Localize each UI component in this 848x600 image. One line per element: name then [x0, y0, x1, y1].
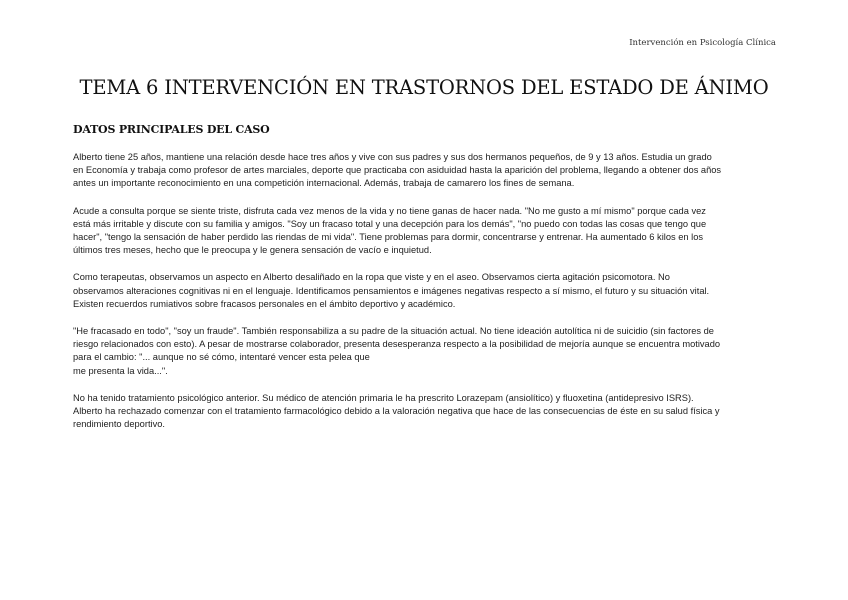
text-line: me presenta la vida...". — [73, 365, 168, 376]
running-header: Intervención en Psicología Clínica — [629, 38, 776, 48]
text-line: rendimiento deportivo. — [73, 419, 165, 430]
text-line: "He fracasado en todo", "soy un fraude". También responsabiliza a su padre de la situación actual. No tiene ideación autolítica ni de suicidio (sin factores de — [73, 326, 714, 337]
text-line: Alberto ha rechazado comenzar con el tratamiento farmacológico debido a la valoración negativa que hace de las consecuencias de éste en su salud física y — [73, 406, 720, 417]
section-heading: DATOS PRINCIPALES DEL CASO — [73, 123, 270, 136]
text-line: riesgo relacionados con esto). A pesar de mostrarse colaborador, presenta desesperanza respecto a la posibilidad de mejoría aunque se encuentra motivado — [73, 339, 721, 350]
paragraph-patient-statements — [73, 325, 778, 378]
text-line: hacer", "tengo la sensación de haber perdido las riendas de mi vida". Tiene problemas para dormir, concentrarse y entrenar. Ha aumentado 6 kilos en los — [73, 232, 704, 243]
text-line: está más irritable y discute con su familia y amigos. "Soy un fracaso total y una decepción para los demás", "no puedo con todas las cosas que tengo que — [73, 218, 707, 229]
document-title: TEMA 6 INTERVENCIÓN EN TRASTORNOS DEL ESTADO DE ÁNIMO — [79, 76, 769, 99]
text-line: No ha tenido tratamiento psicológico anterior. Su médico de atención primaria le ha prescrito Lorazepam (ansiolítico) y fluoxetina (antidepresivo ISRS). — [73, 392, 694, 403]
text-line: en Economía y trabaja como profesor de artes marciales, deporte que practicaba con asiduidad hasta la aparición del problema, llegando a obtener dos años — [73, 165, 722, 176]
text-line: Acude a consulta porque se siente triste, disfruta cada vez menos de la vida y no tiene ganas de hacer nada. "No me gusto a mí mismo" porque cada vez — [73, 205, 706, 216]
paragraph-therapist-observations — [73, 271, 778, 311]
text-line: Existen recuerdos rumiativos sobre fracasos personales en el ámbito deportivo y académico. — [73, 298, 456, 309]
paragraph-case-background — [73, 151, 778, 191]
paragraph-previous-treatment — [73, 392, 778, 432]
case-body — [73, 151, 778, 445]
text-line: últimos tres meses, hecho que le preocupa y le genera sensación de vacío e inquietud. — [73, 245, 432, 256]
text-line: Como terapeutas, observamos un aspecto en Alberto desaliñado en la ropa que viste y en el aseo. Observamos cierta agitación psicomotora. No — [73, 272, 670, 283]
text-line: Alberto tiene 25 años, mantiene una relación desde hace tres años y vive con sus padres y sus dos hermanos pequeños, de 9 y 13 años. Estudia un grado — [73, 152, 712, 162]
text-line: antes un importante reconocimiento en una competición internacional. Además, trabaja de camarero los fines de semana. — [73, 178, 575, 189]
paragraph-consultation-reason — [73, 205, 778, 258]
text-line: observamos alteraciones cognitivas ni en el lenguaje. Identificamos pensamientos e imágenes negativas respecto a sí mismo, el futuro y su situación vital. — [73, 285, 710, 296]
text-line: para el cambio: "... aunque no sé cómo, intentaré vencer esta pelea que — [73, 352, 370, 363]
